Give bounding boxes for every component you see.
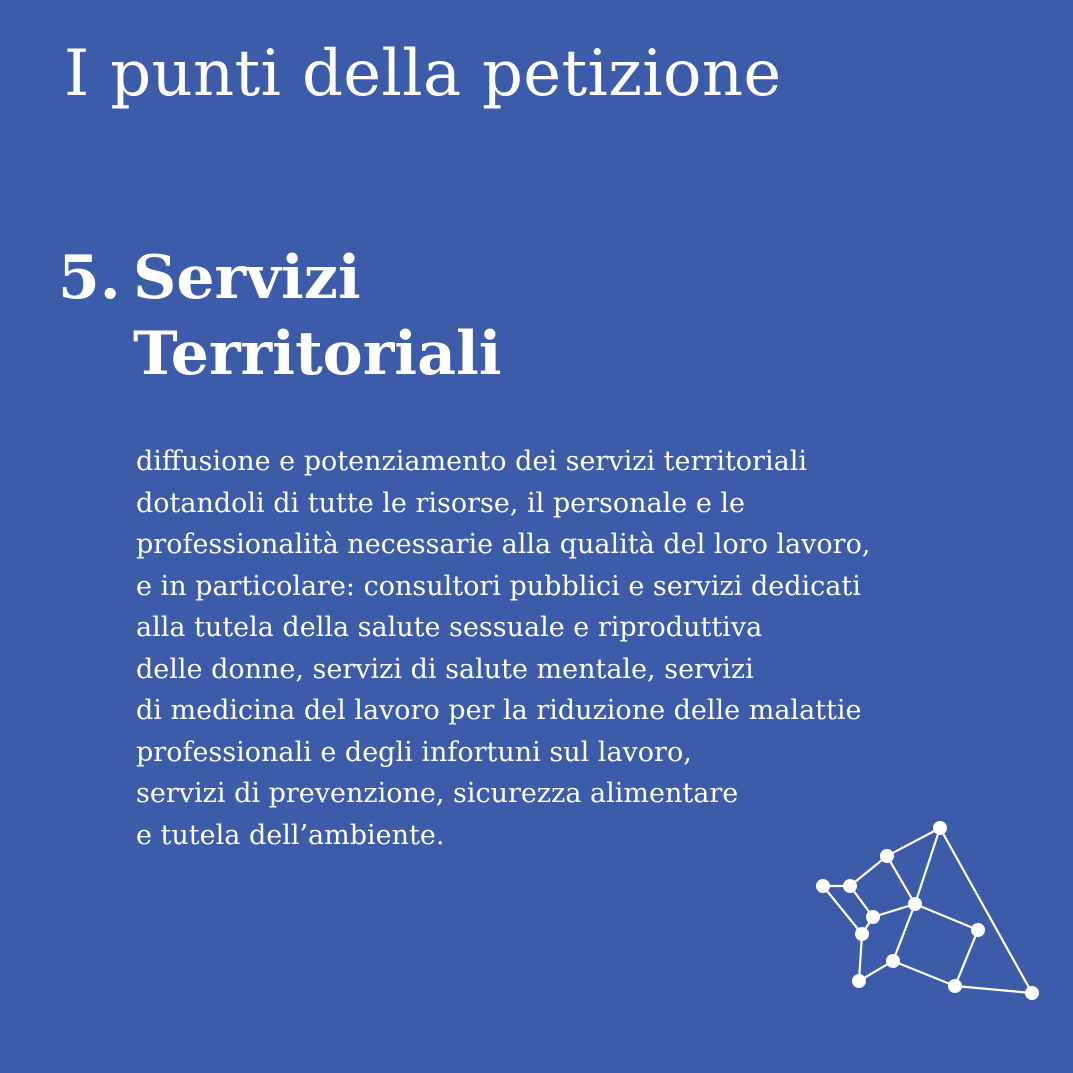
- section-heading-line: Territoriali: [133, 319, 502, 389]
- section-body: [136, 441, 870, 856]
- body-line: diffusione e potenziamento dei servizi territoriali: [136, 446, 807, 477]
- body-line: delle donne, servizi di salute mentale, servizi: [136, 653, 754, 685]
- network-nodes-icon: [800, 810, 1060, 1020]
- body-line: e in particolare: consultori pubblici e servizi dedicati: [136, 570, 861, 602]
- section-number: 5.: [58, 243, 121, 313]
- body-line: servizi di prevenzione, sicurezza alimentare: [136, 778, 739, 809]
- body-line: e tutela dell’ambiente.: [136, 819, 445, 851]
- section-heading: [133, 240, 502, 392]
- body-line: alla tutela della salute sessuale e riproduttiva: [136, 612, 763, 643]
- page-title: I punti della petizione: [64, 37, 782, 111]
- section-heading-line: Servizi: [133, 243, 361, 313]
- body-line: dotandoli di tutte le risorse, il personale e le: [136, 487, 746, 519]
- body-line: di medicina del lavoro per la riduzione delle malattie: [136, 695, 862, 726]
- body-line: professionali e degli infortuni sul lavoro,: [136, 736, 692, 768]
- body-line: professionalità necessarie alla qualità del loro lavoro,: [136, 529, 871, 560]
